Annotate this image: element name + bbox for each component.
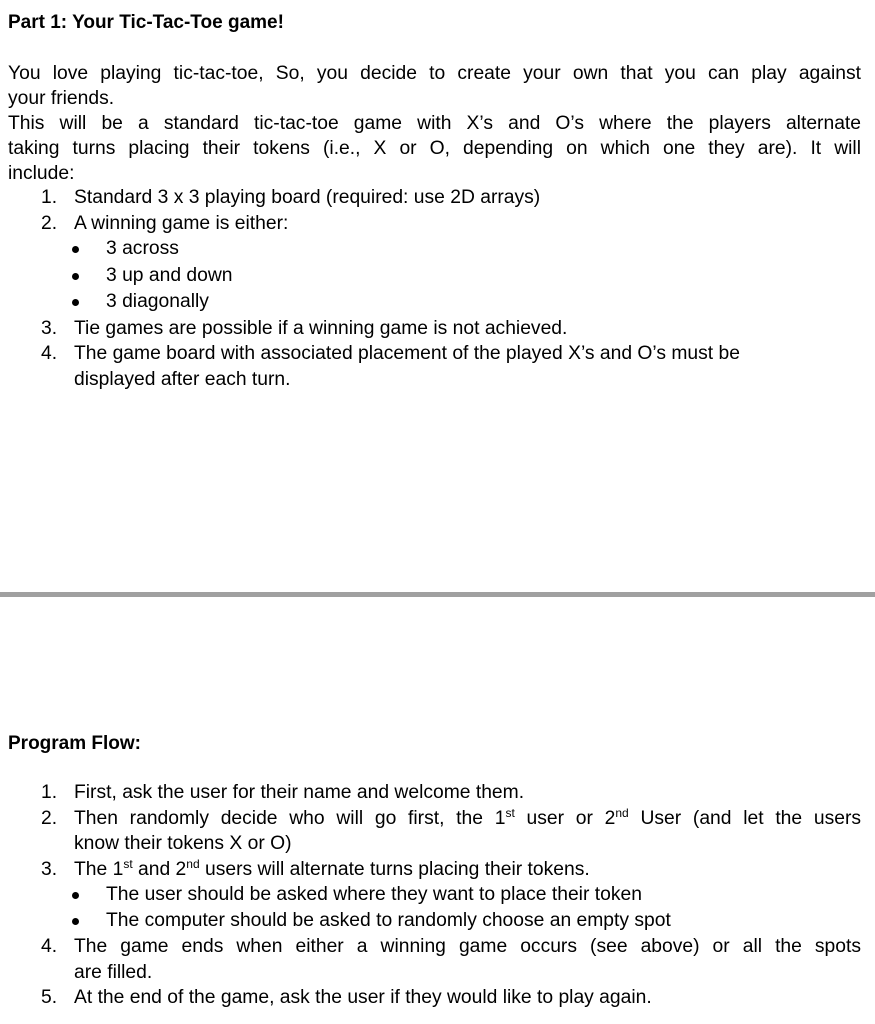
bullet-item: The user should be asked where they want to place their token [0,882,875,908]
list-item: 4. The game ends when either a winning game occurs (see above) or all the spots are filled. [41,936,861,983]
list-item: 3. The 1st and 2nd users will alternate turns placing their tokens. [41,856,590,880]
list-item: 5. At the end of the game, ask the user if they would like to play again. [41,987,652,1008]
part1-intro [8,61,861,186]
bullet-item: 3 up and down [0,263,875,290]
bullet-dot [72,246,79,253]
intro-line-1: You love playing tic-tac-toe, So, you decide to create your own that you can play against [8,63,861,84]
bullet-dot [72,892,79,899]
bullet-item: 3 across [0,236,875,263]
intro-line-3: This will be a standard tic-tac-toe game with X’s and O’s where the players alternate [8,113,861,134]
bullet-item: 3 diagonally [0,289,875,316]
program-flow-title: Program Flow: [8,733,142,754]
list-item: 1. First, ask the user for their name and welcome them. [41,782,525,803]
list-item: 4. The game board with associated placement of the played X’s and O’s must be displayed after each turn. [41,343,740,390]
bullet-item: The computer should be asked to randomly choose an empty spot [0,908,875,934]
list-item: 1. Standard 3 x 3 playing board (required: use 2D arrays) [41,187,541,208]
intro-line-5: include: [8,163,75,184]
program-flow-list [0,780,875,1011]
list-item: 3. Tie games are possible if a winning game is not achieved. [41,317,568,339]
bullet-dot [72,918,79,925]
intro-line-2: your friends. [8,88,115,109]
section-divider [0,592,875,597]
list-item: 2. A winning game is either: [41,212,289,234]
list-item: 2. Then randomly decide who will go first, the 1st user or 2nd User (and let the users know their tokens X or O) [41,805,862,854]
bullet-dot [72,299,79,306]
bullet-dot [72,273,79,280]
intro-line-4: taking turns placing their tokens (i.e., X or O, depending on which one they are). It will [8,138,861,159]
part1-title: Part 1: Your Tic-Tac-Toe game! [8,12,284,33]
part1-requirements-list [0,185,875,392]
